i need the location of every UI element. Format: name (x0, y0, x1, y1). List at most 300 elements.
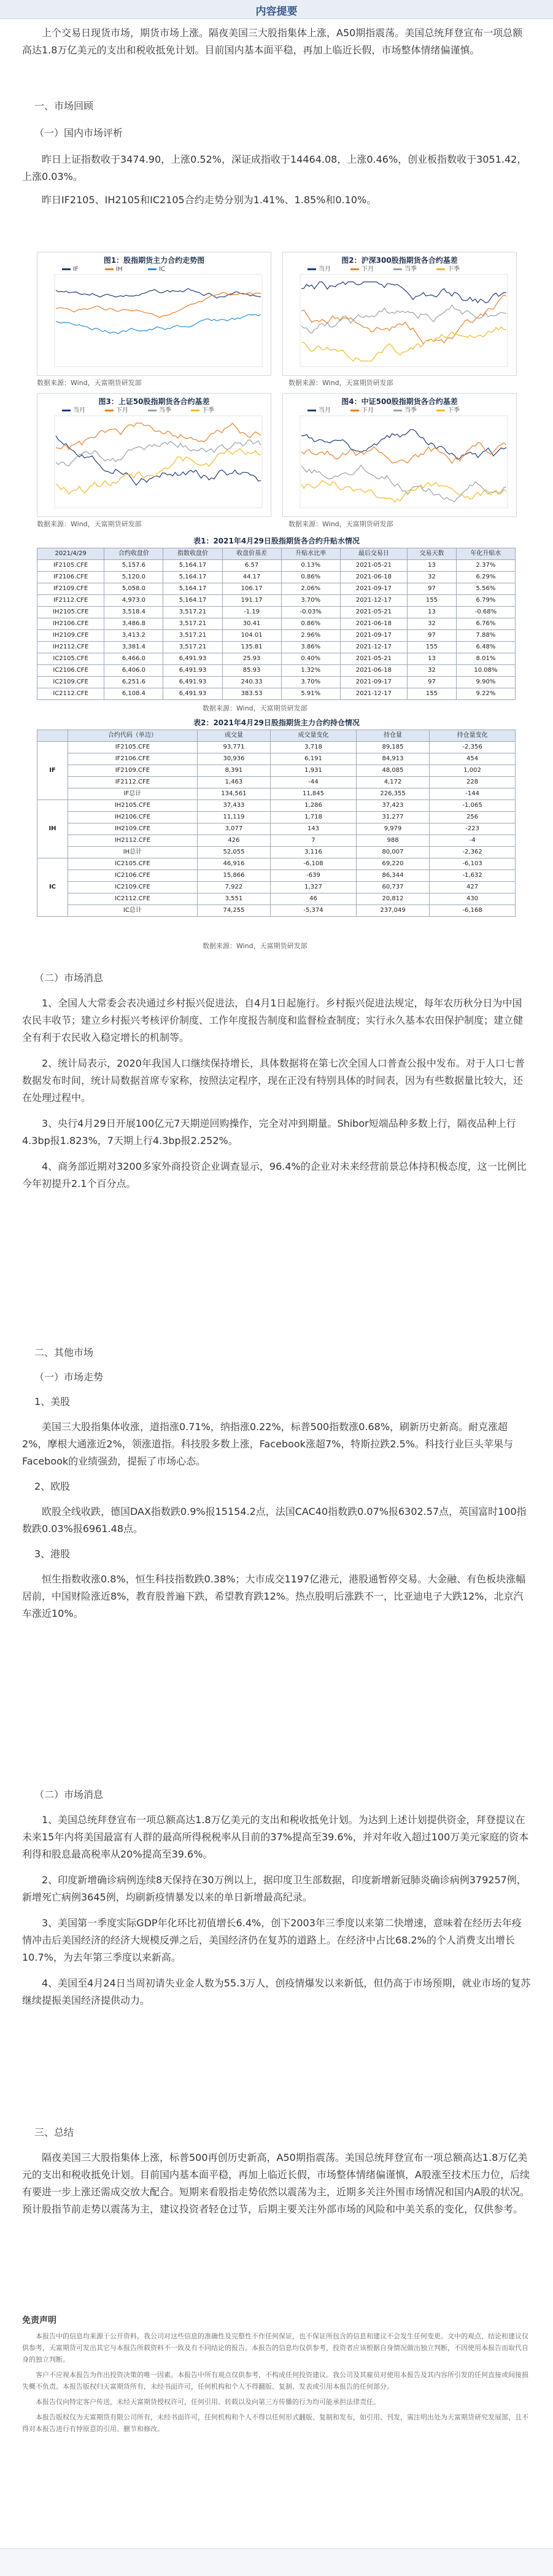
table-row (37, 788, 516, 800)
table-cell: 85.93 (222, 665, 281, 677)
table-cell: 3,517.21 (163, 618, 222, 630)
table-cell: IH2112.CFE (68, 835, 197, 847)
table-cell: 2.37% (456, 560, 515, 572)
legend-swatch (307, 410, 316, 411)
legend-label: IF (73, 266, 79, 273)
legend-label: IH (116, 266, 123, 273)
conclusion-section (22, 2125, 531, 2218)
plot-area (55, 416, 262, 508)
table-cell: 60,737 (356, 882, 429, 893)
table-cell: 6.48% (456, 642, 515, 653)
table-cell: 7 (271, 835, 357, 847)
table-cell: IF2105.CFE (37, 560, 104, 572)
table-cell: 6,251.6 (104, 677, 163, 688)
table-cell: 6.76% (456, 618, 515, 630)
table-cell: IC2112.CFE (37, 688, 104, 700)
table-row (37, 618, 516, 630)
table-cell: 31,277 (356, 812, 429, 823)
table-row (37, 653, 516, 665)
table-cell: 240.33 (222, 677, 281, 688)
table-cell: -6,103 (430, 858, 516, 870)
legend-swatch (191, 410, 199, 411)
chart-box-4 (282, 393, 517, 517)
table-cell: 5,058.0 (104, 583, 163, 595)
table-cell: 32 (408, 618, 457, 630)
table-cell: 6,491.93 (163, 665, 222, 677)
legend-swatch (393, 268, 402, 270)
legend-swatch (105, 410, 114, 411)
market-review-paragraph: 昨日IF2105、IH2105和IC2105合约走势分别为1.41%、1.85%和0.10%。 (42, 194, 377, 206)
table-cell: 93,771 (197, 742, 270, 753)
market-review-section (22, 98, 531, 209)
table-row (37, 882, 516, 893)
table-cell: -2,362 (430, 847, 516, 858)
table-cell: 3,518.4 (104, 607, 163, 618)
table-cell: IC2112.CFE (68, 893, 197, 905)
table-row (37, 870, 516, 882)
section-title-news-2: （二）市场消息 (34, 1789, 104, 1800)
table-cell: 9.22% (456, 688, 515, 700)
table-cell: 3,718 (271, 742, 357, 753)
plot-area (300, 274, 508, 367)
table-cell: 37,433 (197, 800, 270, 812)
table-cell: 8,391 (197, 765, 270, 777)
legend-label: 当月 (319, 407, 331, 414)
table-cell: 988 (356, 835, 429, 847)
table-header-cell (37, 730, 68, 742)
news-paragraph: 1、全国人大常委会表决通过乡村振兴促进法，自4月1日起施行。乡村振兴促进法规定，每年农历秋分日为中国农民丰收节；建立乡村振兴考核评价制度、工作年度报告制度和监督检查制度；实行永久基本农田保护制度；建立健全有利于农民收入稳定增长的机制等。 (22, 997, 524, 1043)
chart-source-1: 数据来源：Wind，天富期货研发部 (37, 379, 142, 387)
plot-area (55, 274, 262, 367)
table-cell: 9.90% (456, 677, 515, 688)
table-cell: 4,973.0 (104, 595, 163, 607)
chart-box-2 (282, 252, 517, 376)
table-cell: IF2105.CFE (68, 742, 197, 753)
legend-swatch (350, 268, 359, 270)
news-paragraph: 1、美国总统拜登宣布一项总额高达1.8万亿美元的支出和税收抵免计划。为达到上述计划提供资金，拜登提议在未来15年内将美国最富有人群的最高所得税税率从目前的37%提高至39.6%，并对年收入超过100万美元家庭的资本利得和股息最高税率从20%提高至39.6%。 (22, 1814, 529, 1860)
table-cell: IF2109.CFE (37, 583, 104, 595)
legend-label: IC (159, 266, 165, 273)
table-cell: 135.81 (222, 642, 281, 653)
table-row (37, 905, 516, 917)
chart-box-1 (37, 252, 271, 376)
table-cell: -639 (271, 870, 357, 882)
legend-label: 下季 (447, 407, 460, 414)
table-cell: 1,327 (271, 882, 357, 893)
table-cell: 3,486.8 (104, 618, 163, 630)
us-stocks-paragraph: 美国三大股指集体收涨，道指涨0.71%，纳指涨0.22%，标普500指数涨0.68%，刷新历史新高。耐克涨超2%，摩根大通涨近2%，领涨道指。科技股多数上涨，Facebook涨超7%，特斯拉跌2.5%。科技行业巨头苹果与Facebook的业绩强劲，提振了市场心态。 (22, 1421, 513, 1467)
table-cell: IH总计 (68, 847, 197, 858)
table2-caption: 表2：2021年4月29日股指期货主力合约持仓情况 (193, 718, 360, 727)
table-cell: IF2109.CFE (68, 765, 197, 777)
table-cell: 226,355 (356, 788, 429, 800)
table-row (37, 595, 516, 607)
disclaimer-paragraph: 本报告版权仅为天富期货有限公司所有，未经书面许可，任何机构和个人不得以任何形式翻版、复制和发布，如引用、刊发，需注明出处为天富期货研究发展部，且不得对本报告进行有悖原意的引用、删节和修改。 (22, 2413, 528, 2433)
table-cell: 69,220 (356, 858, 429, 870)
table-cell: IF总计 (68, 788, 197, 800)
us-stocks-label: 1、美股 (34, 1396, 71, 1407)
table-cell: IC2106.CFE (68, 870, 197, 882)
table-cell: 426 (197, 835, 270, 847)
legend-swatch (307, 268, 316, 270)
table-cell: 84,913 (356, 753, 429, 765)
table-row (37, 742, 516, 753)
table-cell: IH2112.CFE (37, 642, 104, 653)
table-header-cell: 最后交易日 (340, 548, 407, 560)
table-cell: 3,517.21 (163, 642, 222, 653)
disclaimer-title: 免责声明 (22, 2316, 56, 2325)
table-header-cell: 成交量变化 (271, 730, 357, 742)
table-row (37, 560, 516, 572)
chart-box-3 (37, 393, 271, 517)
table-cell: 32 (408, 665, 457, 677)
table-cell: 237,049 (356, 905, 429, 917)
table-cell: 0.40% (281, 653, 340, 665)
news-paragraph: 2、统计局表示，2020年我国人口继续保持增长，具体数据将在第七次全国人口普查公报中发布。对于人口七普数据发布时间，统计局数据首席专家称，按照法定程序，现在正没有特别具体的时间表，因为有些数据量比较大，还在处理过程中。 (22, 1057, 525, 1103)
table-cell: 3,413.2 (104, 630, 163, 642)
chart-title: 图3：上证50股指期货各合约基差 (98, 397, 210, 406)
table-cell: 6.79% (456, 595, 515, 607)
group-label-cell: IC (37, 858, 68, 917)
table-cell: IH2109.CFE (68, 823, 197, 835)
section-title-review: 一、市场回顾 (34, 100, 94, 112)
market-review-paragraph: 昨日上证指数收于3474.90，上涨0.52%，深证成指收于14464.08，上涨0.46%，创业板指数收于3051.42，上涨0.03%。 (22, 154, 527, 182)
table-cell: IH2106.CFE (37, 618, 104, 630)
table-cell: 0.13% (281, 560, 340, 572)
table-row (37, 823, 516, 835)
legend-label: 当月 (319, 266, 331, 273)
table-cell: 46,916 (197, 858, 270, 870)
chart-source-4: 数据来源：Wind，天富期货研发部 (288, 520, 393, 528)
table-cell: 155 (408, 595, 457, 607)
table-cell: -1.19 (222, 607, 281, 618)
table-cell: 1.32% (281, 665, 340, 677)
legend-label: 当月 (73, 407, 85, 414)
table-header-cell: 持仓量变化 (430, 730, 516, 742)
chart-title: 图4：中证500股指期货各合约基差 (341, 397, 458, 406)
table-cell: 143 (271, 823, 357, 835)
table-cell: 2021-09-17 (340, 677, 407, 688)
table-cell: 155 (408, 688, 457, 700)
table-cell: IH2105.CFE (68, 800, 197, 812)
table-cell: 5,157.6 (104, 560, 163, 572)
table-cell: IF2112.CFE (68, 777, 197, 788)
legend-swatch (62, 410, 71, 411)
table-cell: IC2109.CFE (37, 677, 104, 688)
table-cell: 228 (430, 777, 516, 788)
legend-label: 下月 (362, 266, 374, 273)
table-cell: 48,085 (356, 765, 429, 777)
table-cell: 3,517.21 (163, 630, 222, 642)
legend-label: 下月 (116, 407, 128, 414)
table-cell: IF2106.CFE (37, 572, 104, 583)
eu-stocks-paragraph: 欧股全线收跌，德国DAX指数跌0.9%报15154.2点，法国CAC40指数跌0.07%报6302.57点，英国富时100指数跌0.03%报6961.48点。 (22, 1506, 527, 1535)
table-cell: 9,979 (356, 823, 429, 835)
table-cell: IC2105.CFE (37, 653, 104, 665)
table-row (37, 753, 516, 765)
chart-source-2: 数据来源：Wind，天富期货研发部 (288, 379, 393, 387)
group-label-cell: IH (37, 800, 68, 858)
table-cell: 2021-12-17 (340, 688, 407, 700)
table-cell: 97 (408, 630, 457, 642)
table-cell: 2021-09-17 (340, 583, 407, 595)
news-paragraph: 3、美国第一季度实际GDP年化环比初值增长6.4%，创下2003年三季度以来第二快增速，意味着在经历去年疫情冲击后美国经济的经济大规模反弹之后，美国经济仍在复苏的道路上。在经济中占比68.2%的个人消费支出增长10.7%，为去年第三季度以来新高。 (22, 1917, 522, 1963)
table-cell: 3.70% (281, 677, 340, 688)
table-cell: 1,286 (271, 800, 357, 812)
table-cell: 2021-05-21 (340, 560, 407, 572)
conclusion-paragraph: 隔夜美国三大股指集体上涨，标普500再创历史新高，A50期指震荡。美国总统拜登宣布一项总额高达1.8万亿美元的支出和税收抵免计划。目前国内基本面平稳，再加上临近长假，市场整体情绪偏谨慎，A股涨至技术压力位，后续有要进一步上涨还需成交放大配合。短期来看股指走势依然以震荡为主，近期多关注外围市场情况和国内A股的状况。预计股指节前走势以震荡为主，建议投资者轻仓过节，后期主要关注外部市场的风险和中美关系的变化，仅供参考。 (22, 2152, 530, 2215)
table-cell: 13 (408, 653, 457, 665)
table-cell: -2,356 (430, 742, 516, 753)
legend-swatch (105, 268, 114, 270)
table-cell: 30,936 (197, 753, 270, 765)
plot-area (300, 416, 508, 508)
table-cell: -1,632 (430, 870, 516, 882)
disclaimer-paragraph: 本报告中的信息均来源于公开资料，我公司对这些信息的准确性及完整性不作任何保证，也不保证所包含的信息和建议不会发生任何变更。文中的观点、结论和建议仅供参考，天富期货可发出其它与本报告所载资料不一致及有不同结论的报告。本报告的信息均仅供参考，投资者应该根据自身情况做出独立判断，不因使用本报告而取代自身的独立判断。 (22, 2332, 528, 2364)
disclaimer-paragraph: 客户不应视本报告为作出投资决策的唯一因素。本报告中所有观点仅供参考，不构成任何投资建议。我公司及其雇员对使用本报告及其内容所引发的任何直接或间接损失概不负责。本报告版权归天富期货所有，未经书面许可，任何机构和个人不得翻版、复制、发表或引用本报告的任何部分。 (22, 2371, 528, 2391)
table-cell: 2.06% (281, 583, 340, 595)
table-cell: 6,466.0 (104, 653, 163, 665)
hk-stocks-paragraph: 恒生指数收涨0.8%，恒生科技指数跌0.38%；大市成交1197亿港元，港股通暂停交易。大金融、有色板块涨幅居前，中国财险涨近8%，教育股普遍下跌，希望教育跌12%。热点股明后涨跌不一，比亚迪电子大跌12%，北京汽车涨近10%。 (22, 1573, 526, 1619)
table-row (37, 765, 516, 777)
table-cell: 97 (408, 583, 457, 595)
table-cell: 383.53 (222, 688, 281, 700)
table-cell: 1,931 (271, 765, 357, 777)
position-table (37, 730, 516, 917)
other-markets-section (22, 1345, 531, 1622)
table-row (37, 583, 516, 595)
section-title-conclusion: 三、总结 (34, 2127, 74, 2138)
table-cell: 6,406.0 (104, 665, 163, 677)
table-cell: 89,185 (356, 742, 429, 753)
table-cell: 5.56% (456, 583, 515, 595)
table-row (37, 630, 516, 642)
chart-svg-2 (283, 252, 516, 375)
table-cell: 15,866 (197, 870, 270, 882)
table-row (37, 858, 516, 870)
table-header-cell: 合约代码（单边） (68, 730, 197, 742)
table-cell: 10.08% (456, 665, 515, 677)
table-cell: 191.17 (222, 595, 281, 607)
table-cell: 430 (430, 893, 516, 905)
table-cell: 2021-06-18 (340, 665, 407, 677)
table-cell: 6,491.93 (163, 688, 222, 700)
group-label-cell: IF (37, 742, 68, 800)
table-cell: -144 (430, 788, 516, 800)
table-cell: 13 (408, 607, 457, 618)
table-row (37, 677, 516, 688)
table-cell: -44 (271, 777, 357, 788)
table-cell: IC总计 (68, 905, 197, 917)
legend-label: 当季 (159, 407, 171, 414)
legend-label: 当季 (404, 266, 417, 273)
table-cell: 2021-06-18 (340, 618, 407, 630)
table-cell: 52,055 (197, 847, 270, 858)
table-header-cell: 升贴水比率 (281, 548, 340, 560)
summary-paragraph: 上个交易日现货市场，期货市场上涨。隔夜美国三大股指集体上涨，A50期指震荡。美国总统拜登宣布一项总额高达1.8万亿美元的支出和税收抵免计划。目前国内基本面平稳，再加上临近长假，市场整体情绪偏谨慎。 (22, 27, 523, 56)
table-cell: 11,845 (271, 788, 357, 800)
table-cell: 7,922 (197, 882, 270, 893)
table-cell: 8.01% (456, 653, 515, 665)
table-cell: 44.17 (222, 572, 281, 583)
news-paragraph: 4、美国至4月24日当周初请失业金人数为55.3万人，创疫情爆发以来新低，但仍高于市场预期，就业市场的复苏继续提振美国经济提供动力。 (22, 1977, 531, 2006)
table-cell: 2021-05-21 (340, 607, 407, 618)
table-cell: 74,255 (197, 905, 270, 917)
table-cell: 6,108.4 (104, 688, 163, 700)
chart-svg-3 (37, 394, 271, 516)
table-row (37, 847, 516, 858)
table-cell: -223 (430, 823, 516, 835)
table2-source: 数据来源：Wind，天富期货研发部 (203, 942, 307, 950)
table1-source: 数据来源：Wind，天富期货研发部 (203, 704, 307, 712)
table-cell: 3.86% (281, 642, 340, 653)
table-header-cell: 合约收盘价 (104, 548, 163, 560)
table-row (37, 642, 516, 653)
table-cell: -0.03% (281, 607, 340, 618)
summary-section (22, 25, 531, 59)
section-title-news: （二）市场消息 (34, 972, 104, 984)
table-cell: 104.01 (222, 630, 281, 642)
table-cell: 5,164.17 (163, 572, 222, 583)
table-cell: 3,381.4 (104, 642, 163, 653)
legend-label: 下月 (362, 407, 374, 414)
legend-swatch (350, 410, 359, 411)
table-cell: -4 (430, 835, 516, 847)
table-cell: 2021-09-17 (340, 630, 407, 642)
eu-stocks-label: 2、欧股 (34, 1481, 71, 1492)
table-cell: 2021-06-18 (340, 572, 407, 583)
news-paragraph: 2、印度新增确诊病例连续8天保持在30万例以上，据印度卫生部数据，印度新增新冠肺炎确诊病例379257例，新增死亡病例3645例，均刷新疫情暴发以来的单日新增最高纪录。 (22, 1874, 527, 1903)
disclaimer-section (22, 2315, 531, 2438)
header-banner (0, 0, 553, 19)
table-cell: 0.86% (281, 618, 340, 630)
table-cell: 1,463 (197, 777, 270, 788)
table-cell: -6,168 (430, 905, 516, 917)
table-cell: 7.88% (456, 630, 515, 642)
table-cell: 134,561 (197, 788, 270, 800)
table-cell: 155 (408, 642, 457, 653)
table-cell: 5,164.17 (163, 560, 222, 572)
table-row (37, 688, 516, 700)
table-cell: 6.57 (222, 560, 281, 572)
table-row (37, 572, 516, 583)
subsection-title-domestic: （一）国内市场评析 (34, 127, 123, 139)
table-header-cell: 持仓量 (356, 730, 429, 742)
table-cell: 6,191 (271, 753, 357, 765)
legend-label: 当季 (404, 407, 417, 414)
table-cell: 6,491.93 (163, 677, 222, 688)
table-cell: 2021-05-21 (340, 653, 407, 665)
table-cell: 0.86% (281, 572, 340, 583)
table-cell: -5,374 (271, 905, 357, 917)
table-cell: 20,812 (356, 893, 429, 905)
table-cell: 3,116 (271, 847, 357, 858)
table-cell: IH2109.CFE (37, 630, 104, 642)
table-row (37, 835, 516, 847)
legend-swatch (148, 410, 157, 411)
table-cell: 6,491.93 (163, 653, 222, 665)
chart-svg-4 (283, 394, 516, 516)
table-cell: 427 (430, 882, 516, 893)
table-cell: 25.93 (222, 653, 281, 665)
news-paragraph: 4、商务部近期对3200多家外商投资企业调查显示，96.4%的企业对未来经营前景总体持积极态度，这一比例比今年初提升2.1个百分点。 (22, 1161, 527, 1189)
news-section-1 (22, 970, 531, 1193)
table-cell: 2021-12-17 (340, 642, 407, 653)
table-header-cell: 收盘价基差 (222, 548, 281, 560)
chart-svg-1 (37, 252, 271, 375)
table-cell: 5.91% (281, 688, 340, 700)
table-cell: 13 (408, 560, 457, 572)
table-cell: 256 (430, 812, 516, 823)
table-cell: 3,517.21 (163, 607, 222, 618)
table-row (37, 800, 516, 812)
table-row (37, 607, 516, 618)
table-header-cell: 年化升贴水 (456, 548, 515, 560)
table-header-cell: 交易天数 (408, 548, 457, 560)
table-cell: IH2105.CFE (37, 607, 104, 618)
table-cell: 30.41 (222, 618, 281, 630)
legend-label: 下季 (447, 266, 460, 273)
table-row (37, 777, 516, 788)
chart-title: 图2：沪深300股指期货各合约基差 (341, 256, 458, 265)
table-row (37, 893, 516, 905)
chart-title: 图1：股指期货主力合约走势图 (103, 256, 205, 265)
subsection-title-trend: （一）市场走势 (34, 1371, 104, 1383)
table-cell: -0.68% (456, 607, 515, 618)
table-cell: IF2106.CFE (68, 753, 197, 765)
news-section-2 (22, 1787, 531, 2009)
table-cell: 5,164.17 (163, 583, 222, 595)
legend-swatch (436, 410, 445, 411)
table-header-cell: 成交量 (197, 730, 270, 742)
legend-label: 下季 (202, 407, 214, 414)
table-cell: IC2106.CFE (37, 665, 104, 677)
table-cell: 5,164.17 (163, 595, 222, 607)
table-cell: 86,344 (356, 870, 429, 882)
table-row (37, 812, 516, 823)
table-cell: 97 (408, 677, 457, 688)
table-cell: 32 (408, 572, 457, 583)
table-cell: 4,172 (356, 777, 429, 788)
table-cell: 1,002 (430, 765, 516, 777)
table-cell: -6,108 (271, 858, 357, 870)
table-row (37, 665, 516, 677)
table-cell: 454 (430, 753, 516, 765)
page-footer (0, 2548, 553, 2576)
table-cell: 3.70% (281, 595, 340, 607)
table-cell: IC2109.CFE (68, 882, 197, 893)
table-cell: 2.96% (281, 630, 340, 642)
table1-caption: 表1：2021年4月29日股指期货各合约升贴水情况 (193, 537, 360, 545)
table-cell: IF2112.CFE (37, 595, 104, 607)
table-cell: 5,120.0 (104, 572, 163, 583)
table-header-cell: 指数收盘价 (163, 548, 222, 560)
legend-swatch (436, 268, 445, 270)
table-cell: 3,077 (197, 823, 270, 835)
disclaimer-paragraph: 本报告仅向特定客户传送，未经天富期货授权许可，任何引用、转载以及向第三方传播的行为均可能承担法律责任。 (36, 2398, 380, 2406)
table-cell: 2021-12-17 (340, 595, 407, 607)
premium-table (37, 548, 516, 700)
table-cell: IH2106.CFE (68, 812, 197, 823)
table-cell: 11,119 (197, 812, 270, 823)
table-cell: -1,065 (430, 800, 516, 812)
hk-stocks-label: 3、港股 (34, 1548, 71, 1560)
legend-swatch (393, 410, 402, 411)
news-paragraph: 3、央行4月29日开展100亿元7天期逆回购操作，完全对冲到期量。Shibor短端品种多数上行，隔夜品种上行4.3bp报1.823%，7天期上行4.3bp报2.252%。 (22, 1118, 516, 1146)
section-title-other: 二、其他市场 (34, 1347, 94, 1358)
table-header-cell: 2021/4/29 (37, 548, 104, 560)
table-cell: 1,718 (271, 812, 357, 823)
